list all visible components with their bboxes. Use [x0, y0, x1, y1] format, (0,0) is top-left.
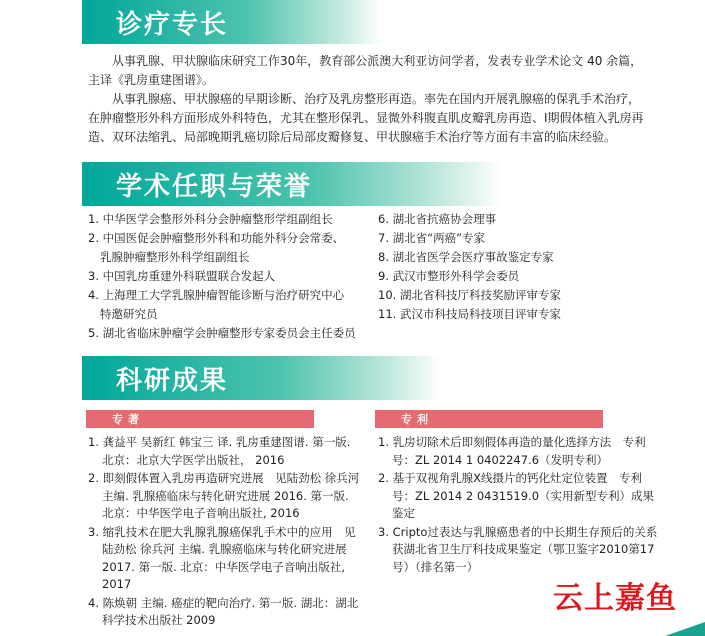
item-number: 4. [88, 288, 99, 302]
list-item: 3. Cripto过表达与乳腺癌患者的中长期生存预后的关系 获湖北省卫生厅科技成果鉴定（鄂卫鉴字2010第17号）（排名第一） [378, 524, 669, 574]
positions-list-left [88, 210, 373, 343]
list-item [88, 210, 373, 229]
positions-list-right [378, 210, 678, 324]
list-item [378, 267, 678, 286]
item-number: 3. [88, 269, 99, 283]
list-item: 2. 即刻假体置入乳房再造研究进展 见陆劲松 徐兵河 主编. 乳腺癌临床与转化研究进展 2016. 第一版. 北京：中华医学电子音响出版社, 2016 [88, 471, 360, 520]
item-text: 上海理工大学乳腺肿瘤智能诊断与治疗研究中心 [102, 288, 345, 302]
books-tag-label: 专著 [112, 413, 144, 426]
list-item [378, 210, 678, 229]
specialty-paragraph-2: 从事乳腺癌、甲状腺癌的早期诊断、治疗及乳房整形再造。率先在国内开展乳腺癌的保乳手术治疗，在肿瘤整形外科方面形成外科特色，尤其在整形保乳、显微外科腹直肌皮瓣乳房再造、Ⅰ期假体植入乳房再造、双环法缩乳、局部晚期乳癌切除后局部皮瓣修复、甲状腺癌手术治疗等方面有丰富的临床经验。 [88, 92, 644, 144]
list-item [378, 305, 678, 324]
specialty-paragraph-1: 从事乳腺、甲状腺临床研究工作30年，教育部公派澳大利亚访问学者，发表专业学术论文 40 余篇，主译《乳房重建图谱》。 [88, 54, 643, 87]
books-list [88, 434, 360, 631]
item-number: 11. [378, 307, 397, 321]
item-number: 9. [378, 269, 389, 283]
item-number: 1. [88, 212, 99, 226]
item-text: 湖北省医学会医疗事故鉴定专家 [392, 250, 554, 264]
corner-decoration [665, 622, 705, 636]
patents-list [378, 434, 669, 577]
item-text: 武汉市整形外科学会委员 [392, 269, 520, 283]
list-item: 1. 乳房切除术后即刻假体再造的量化选择方法 专利号：ZL 2014 1 0402247.6（发明专利） [378, 435, 646, 467]
section-title-specialty: 诊疗专长 [116, 9, 229, 40]
list-item [378, 286, 678, 305]
list-item: 3. 缩乳技术在肥大乳腺乳腺癌保乳手术中的应用 见陆劲松 徐兵河 主编. 乳腺癌临床与转化研究进展 2017. 第一版. 北京：中华医学电子音响出版社, 2017 [88, 524, 356, 591]
patents-tag-label: 专利 [401, 413, 433, 426]
item-number: 2. [88, 231, 99, 245]
item-number: 7. [378, 231, 389, 245]
item-text: 武汉市科技局科技项目评审专家 [399, 307, 561, 321]
watermark-logo: 云上嘉鱼 [553, 581, 677, 616]
item-text: 湖北省科技厅科技奖励评审专家 [399, 288, 561, 302]
section-header-research [82, 356, 442, 400]
list-item [88, 324, 373, 343]
item-number: 10. [378, 288, 397, 302]
item-continuation: 特邀研究员 [100, 307, 158, 321]
item-text: 湖北省临床肿瘤学会肿瘤整形专家委员会主任委员 [102, 326, 356, 340]
item-text: 湖北省“两癌”专家 [392, 231, 486, 245]
list-item: 1. 龚益平 吴新红 韩宝三 译. 乳房重建图谱. 第一版. 北京：北京大学医学出版社， 2016 [88, 435, 351, 467]
list-item [88, 229, 373, 267]
list-item [378, 248, 678, 267]
list-item [378, 229, 678, 248]
section-title-research: 科研成果 [116, 365, 229, 396]
item-continuation: 乳腺肿瘤整形外科学组副组长 [100, 250, 250, 264]
list-item [88, 286, 373, 324]
patents-tag [375, 410, 603, 428]
list-item [88, 267, 373, 286]
books-tag [86, 410, 314, 428]
section-header-specialty [82, 0, 382, 44]
list-item: 2. 基于双视角乳腺X线摄片的钙化灶定位装置 专利号：ZL 2014 2 0431519.0（实用新型专利）成果鉴定 [378, 471, 655, 520]
item-text: 湖北省抗癌协会理事 [392, 212, 497, 226]
item-number: 6. [378, 212, 389, 226]
list-item: 4. 陈焕朝 主编. 癌症的靶向治疗. 第一版. 湖北：湖北科学技术出版社 2009 [88, 595, 359, 627]
item-text: 中国医促会肿瘤整形外科和功能外科分会常委、 [102, 231, 345, 245]
section-title-positions: 学术任职与荣誉 [116, 171, 313, 202]
item-number: 5. [88, 326, 99, 340]
item-text: 中华医学会整形外科分会肿瘤整形学组副组长 [102, 212, 333, 226]
item-number: 8. [378, 250, 389, 264]
item-text: 中国乳房重建外科联盟联合发起人 [102, 269, 276, 283]
section-header-positions [82, 162, 502, 206]
